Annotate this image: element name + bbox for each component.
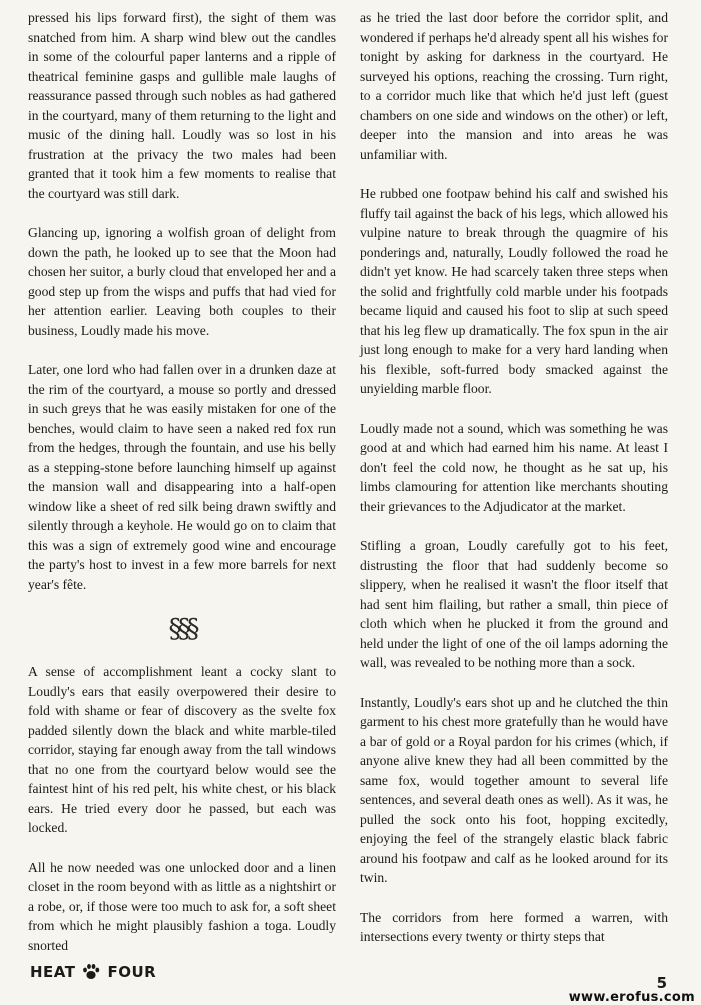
paragraph: as he tried the last door before the corridor split, and wondered if perhaps he'd already spent all his wishes for tonight by asking for darkness in the courtyard. He surveyed his options, reaching the crossing. Turn right, to a corridor much like that which he'd just left (guest chambers on one side and windows on the other) or left, deeper into the mansion and into areas he was unfamiliar with.	[360, 10, 668, 162]
paragraph: Later, one lord who had fallen over in a drunken daze at the rim of the courtyard, a mouse so portly and dressed in such greys that he was easily mistaken for one of the benches, would claim to have seen a naked red fox run from the hedges, through the fountain, and use his belly as a stepping-stone before launching himself up against the mansion wall and disappearing into a half-open window like a sheet of red silk being drawn swiftly and silently through a keyhole. He would go on to claim that this was a sign of extremely good wine and encourage the party's host to invest in a few more barrels for next year's fête.	[28, 362, 336, 592]
paragraph: pressed his lips forward first), the sight of them was snatched from him. A sharp wind blew out the candles in some of the colourful paper lanterns and a ripple of theatrical feminine gasps and gullible male laughs of reassurance passed through such nobles as had gathered in the courtyard, many of them returning to the light and music of the dining hall. Loudly was so lost in his frustration at the privacy the two males had been granted that it took him a few moments to realise that the courtyard was still dark.	[28, 10, 336, 201]
paragraph: Instantly, Loudly's ears shot up and he clutched the thin garment to his chest more gratefully than he would have a bar of gold or a Royal pardon for his crimes (which, if anyone alive knew they had all been committed by the same fox, would together amount to several life sentences, and several death ones as well). As it was, he pulled the sock onto his foot, hopping excitedly, enjoying the feel of the strangely elastic black fabric around his footpaw and calf as he looked around for its twin.	[360, 694, 668, 885]
page-number: 5	[656, 974, 667, 992]
paw-print-icon	[81, 962, 101, 982]
right-column	[360, 8, 668, 967]
left-column	[28, 8, 336, 975]
paragraph: All he now needed was one unlocked door and a linen closet in the room beyond with as little as a nightshirt or a robe, or, if those were too much to ask for, a soft sheet from which he might plausibly fashion a toga. Loudly snorted	[28, 859, 336, 953]
paragraph: Glancing up, ignoring a wolfish groan of delight from down the path, he looked up to see that the Moon had chosen her suitor, a burly cloud that enveloped her and a good step up from the wisps and puffs that had vied for her attention earlier. Leaving both couples to their business, Loudly made his move.	[28, 225, 336, 338]
paragraph: The corridors from here formed a warren, with intersections every twenty or thirty steps that	[360, 909, 668, 944]
paragraph: A sense of accomplishment leant a cocky slant to Loudly's ears that easily overpowered their desire to fold with shame or fear of discovery as the svelte fox padded silently down the black and white marble-tiled corridor, staying far enough away from the tall windows that no one from the courtyard below would see the faintest hint of his red pelt, his white chest, or his black ears. He tried every door he passed, but each was locked.	[28, 664, 336, 835]
paragraph: Loudly made not a sound, which was something he was good at and which had earned him his name. At least I don't feel the cold now, he thought as he sat up, his limbs clamouring for attention like merchants shouting their grievances to the Adjudicator at the market.	[360, 420, 668, 514]
paragraph: He rubbed one footpaw behind his calf and swished his fluffy tail against the back of his legs, which allowed his vulpine nature to break through the quagmire of his ponderings and, naturally, Loudly followed the road he didn't yet know. He had scarcely taken three steps when the solid and frightfully cold marble under his footpads became liquid and caused his foot to slip at such speed that his leg flew up dramatically. The fox spun in the air just long enough to make for a very hard landing when his flexible, soft-furred body smacked against the unyielding marble floor.	[360, 186, 668, 396]
paragraph: Stifling a groan, Loudly carefully got to his feet, distrusting the floor that had suddenly become so slippery, when he realised it wasn't the floor itself that had sent him flailing, but rather a small, thin piece of cloth which when he plucked it from the ground and held under the light of one of the oil lamps adorning the wall, was revealed to be nothing more than a sock.	[360, 538, 668, 670]
watermark: www.erofus.com	[568, 990, 695, 1005]
footer-title-four: FOUR	[107, 963, 157, 981]
publication-footer	[30, 962, 156, 982]
section-break-ornament: §§§	[168, 614, 196, 644]
footer-title-heat: HEAT	[30, 963, 76, 981]
